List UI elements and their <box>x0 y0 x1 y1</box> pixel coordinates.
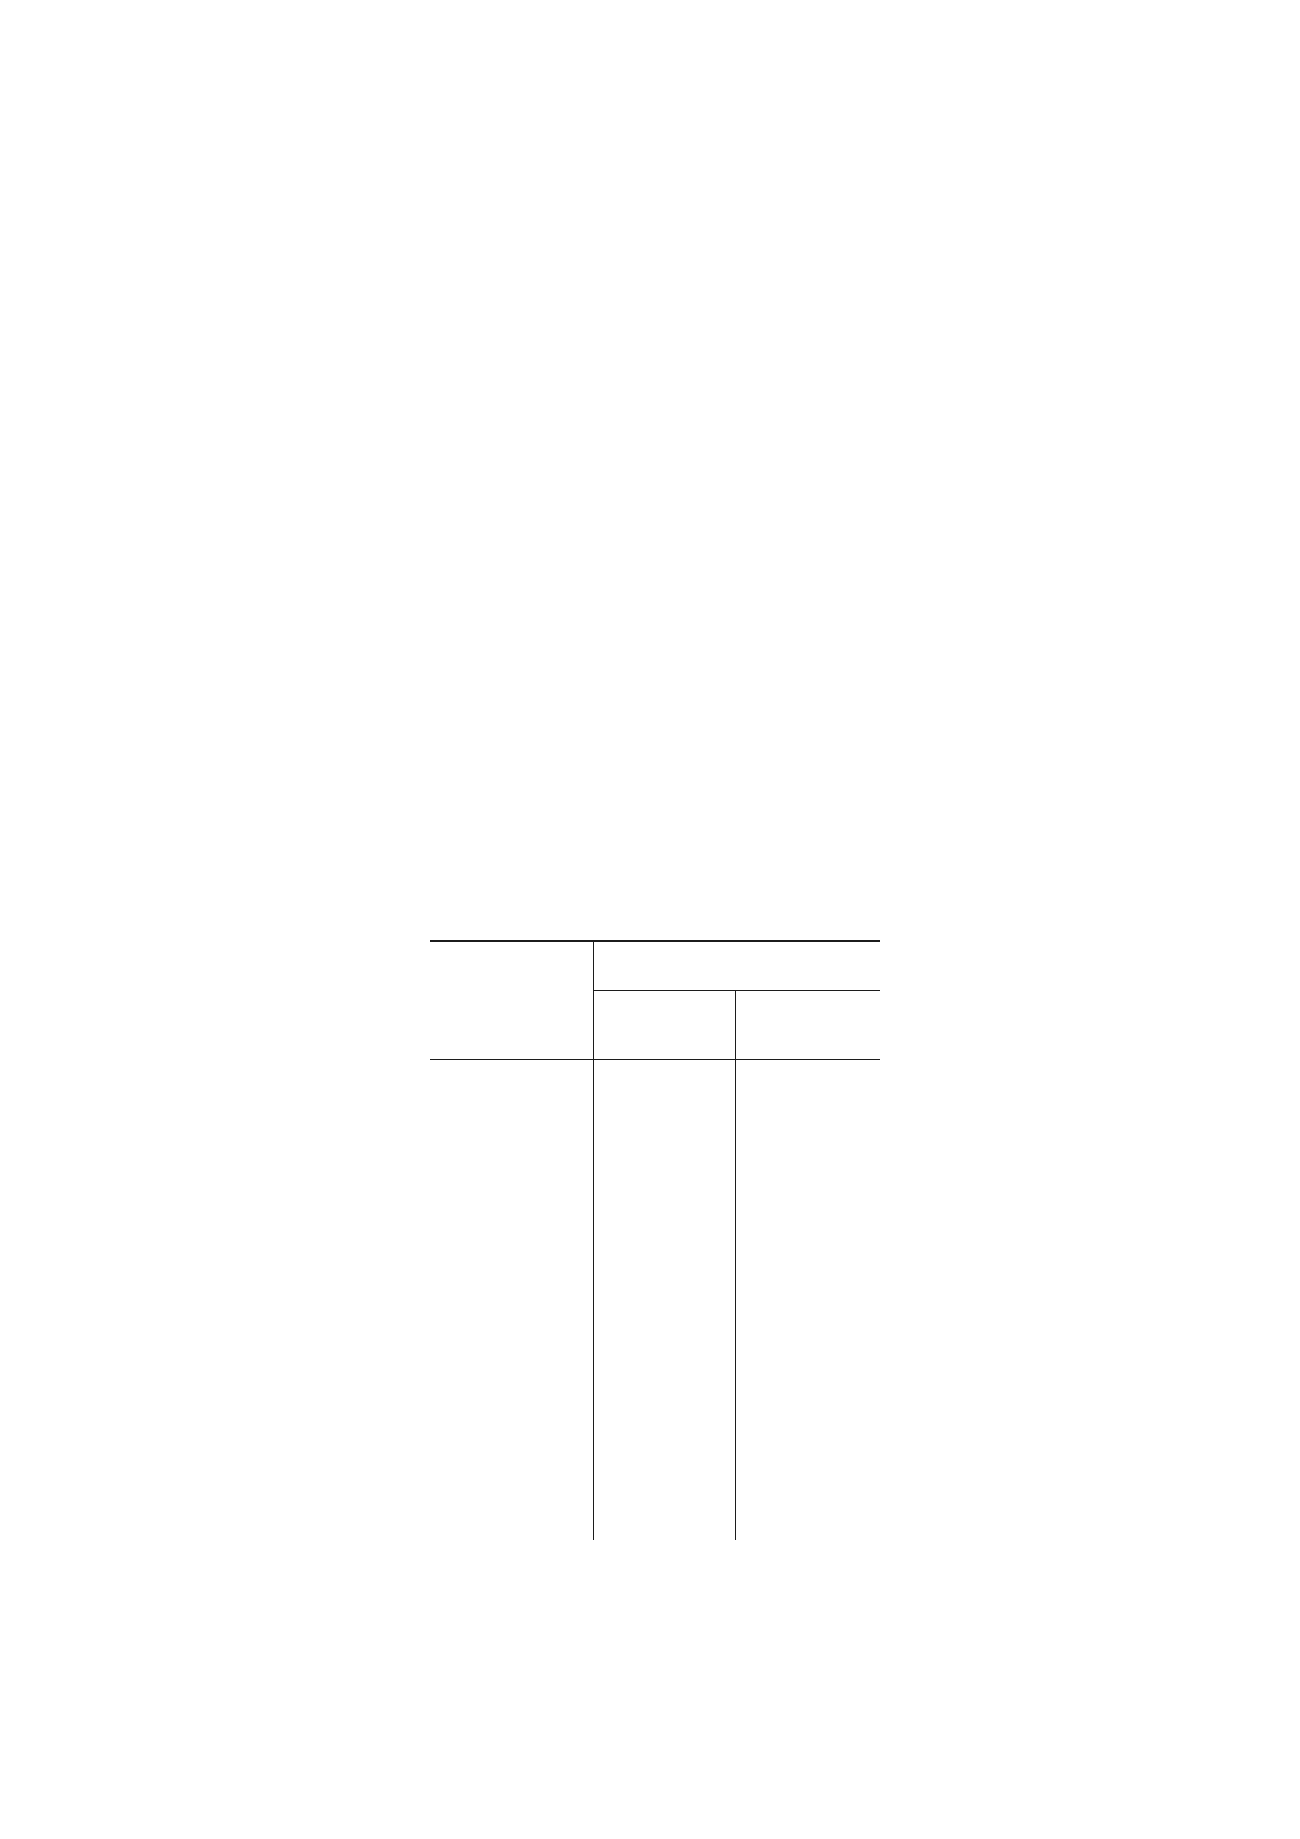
table-column-rule-1 <box>593 942 594 1540</box>
table-top-rule <box>430 940 880 942</box>
table-header-bottom-rule <box>430 1059 880 1060</box>
moisture-table <box>430 940 880 1540</box>
table-column-rule-2 <box>735 991 736 1540</box>
table-header-divider <box>593 990 880 991</box>
